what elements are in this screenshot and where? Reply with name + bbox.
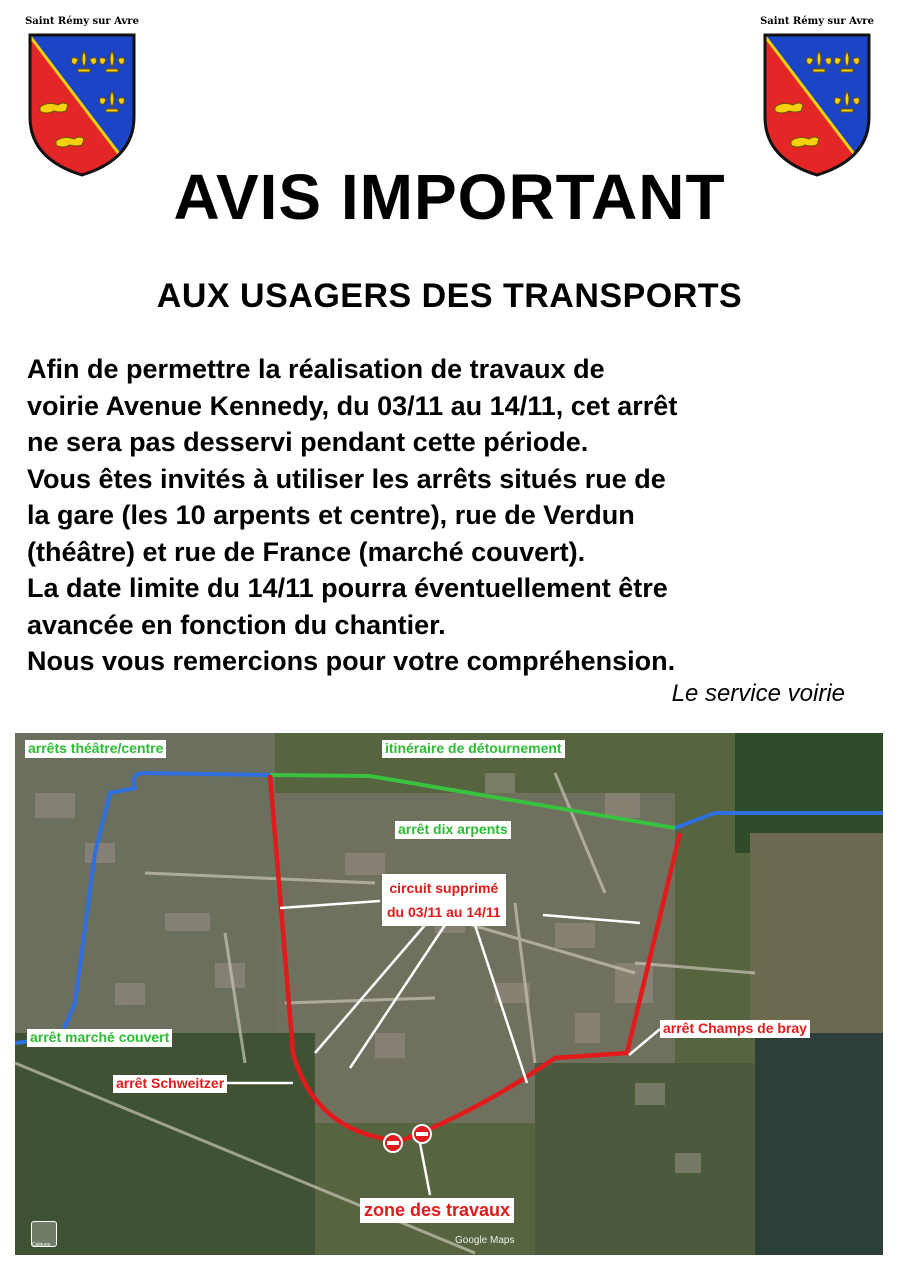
- coat-of-arms-left-icon: [26, 31, 138, 179]
- body-line: Vous êtes invités à utiliser les arrêts situés rue de: [27, 463, 666, 494]
- label-theatre-centre: arrêts théâtre/centre: [25, 740, 166, 758]
- body-line: avancée en fonction du chantier.: [27, 609, 446, 640]
- label-circuit-line1: circuit supprimé: [389, 880, 499, 896]
- town-name-right: Saint Rémy sur Avre: [760, 16, 874, 27]
- label-champs-de-bray: arrêt Champs de bray: [660, 1020, 810, 1038]
- no-entry-icon: [413, 1125, 431, 1143]
- map-layers-label: Calques: [32, 1242, 51, 1248]
- map-attribution: Google Maps: [455, 1235, 515, 1246]
- body-line: La date limite du 14/11 pourra éventuellement être: [27, 573, 668, 603]
- body-line: voirie Avenue Kennedy, du 03/11 au 14/11, cet arrêt: [27, 390, 678, 421]
- body-line: Nous vous remercions pour votre compréhension.: [27, 646, 676, 676]
- page-title: AVIS IMPORTANT: [173, 161, 726, 233]
- label-marche-couvert: arrêt marché couvert: [27, 1029, 172, 1047]
- label-dix-arpents: arrêt dix arpents: [395, 821, 511, 839]
- body-line: Afin de permettre la réalisation de travaux de: [27, 354, 605, 384]
- label-work-zone: zone des travaux: [360, 1198, 514, 1223]
- signature: Le service voirie: [671, 680, 845, 707]
- town-name-left: Saint Rémy sur Avre: [25, 16, 139, 27]
- body-line: la gare (les 10 arpents et centre), rue de Verdun: [27, 500, 635, 530]
- body-line: ne sera pas desservi pendant cette période.: [27, 427, 589, 457]
- notice-body: [27, 351, 877, 680]
- body-line: (théâtre) et rue de France (marché couvert).: [27, 536, 586, 567]
- map-canvas: [15, 733, 883, 1255]
- label-schweitzer: arrêt Schweitzer: [113, 1075, 227, 1093]
- label-circuit-line2: du 03/11 au 14/11: [387, 904, 501, 920]
- label-circuit-removed: [382, 874, 506, 926]
- crest-right: [752, 16, 882, 179]
- label-detour: itinéraire de détournement: [382, 740, 565, 758]
- detour-map: [15, 733, 883, 1255]
- page-subtitle: AUX USAGERS DES TRANSPORTS: [156, 277, 743, 315]
- no-entry-icon: [384, 1134, 402, 1152]
- coat-of-arms-right-icon: [761, 31, 873, 179]
- crest-left: [17, 16, 147, 179]
